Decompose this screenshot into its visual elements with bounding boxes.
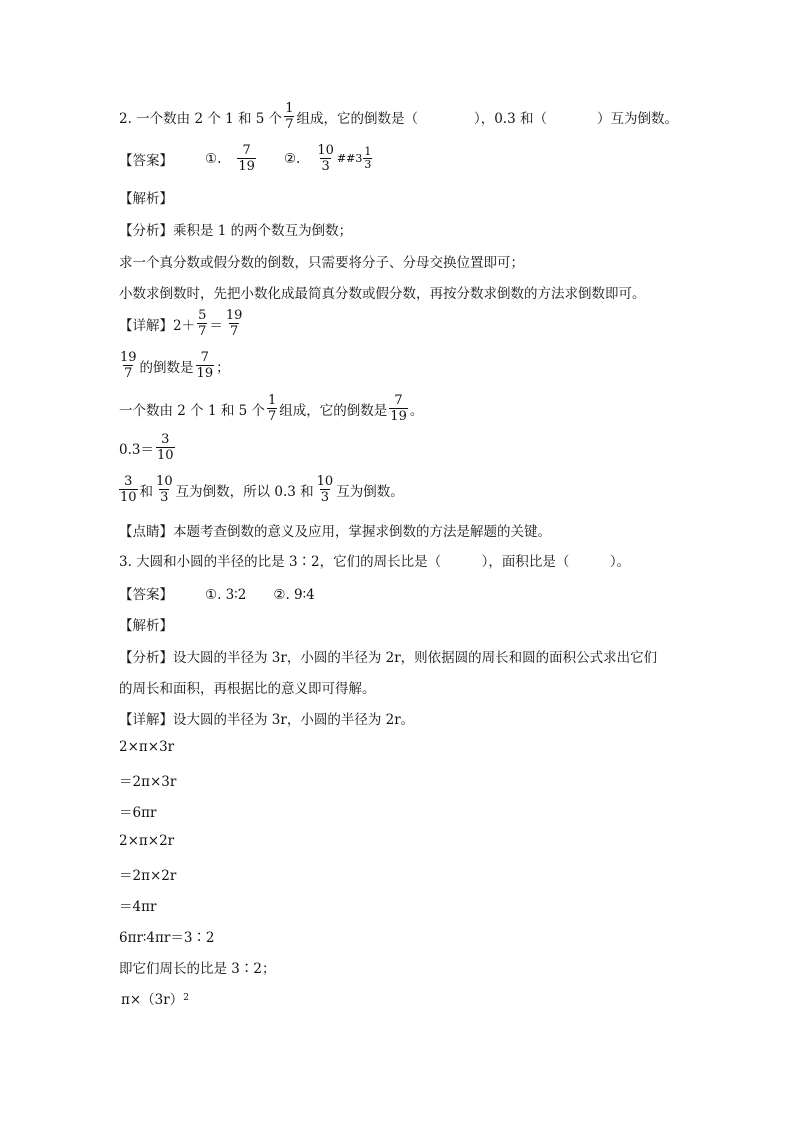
q3-answer [119, 583, 315, 603]
calc-line: ＝6πr [119, 805, 157, 821]
q3-stem: 3. 大圆和小圆的半径的比是 3∶2，它们的周长比是（ ），面积比是（ ）。 [119, 554, 631, 570]
calc-line: 即它们周长的比是 3∶2； [119, 961, 276, 977]
q3-fenxi-1: 【分析】设大圆的半径为 3r，小圆的半径为 2r，则依据圆的周长和圆的面积公式求出它们 [119, 650, 658, 666]
q3-last-line: π×（3r） 2 [121, 992, 189, 1008]
calc-line: 2×π×2r [119, 833, 175, 849]
q2-detail-2: 一个数由 2 个 1 和 5 个 $\frac{1}{7}$ 组成，它的倒数是 $\frac{7}{19}$ 。 [119, 393, 424, 424]
q2-dianjing: 【点睛】本题考查倒数的意义及应用，掌握求倒数的方法是解题的关键。 [119, 524, 551, 540]
q2-analysis-line-b: 小数求倒数时，先把小数化成最简真分数或假分数，再按分数求倒数的方法求倒数即可。 [119, 286, 646, 302]
answer-1-fraction: $\frac{7}{19}$ [238, 143, 255, 174]
answer-1-marker: ①. [205, 150, 222, 167]
xj-fraction-1: $\frac{5}{7}$ [198, 308, 207, 339]
q2-detail-4: $\frac{3}{10}$ 和 $\frac{10}{3}$ 互为倒数，所以 0.3 和 $\frac{10}{3}$ 互为倒数。 [120, 474, 404, 505]
q2-xiangjie: 【详解】2＋ $\frac{5}{7}$ ＝ $\frac{19}{7}$ [119, 308, 243, 339]
q2-fenxi: 【分析】乘积是 1 的两个数互为倒数； [119, 223, 353, 239]
q2-stem-fraction: $\frac{1}{7}$ [285, 101, 294, 132]
q2-answer [119, 143, 374, 174]
q2-analysis-line-a: 求一个真分数或假分数的倒数，只需要将分子、分母交换位置即可； [119, 255, 524, 271]
answer-2-fraction: $\frac{10}{3}$ [317, 143, 334, 174]
q2-stem-text-c: ），0.3 和（ [473, 110, 547, 127]
q2-stem-text-b: 组成，它的倒数是（ [296, 110, 418, 127]
q3-analysis-label: 【解析】 [119, 618, 173, 634]
calc-line: ＝2π×2r [119, 868, 177, 884]
exponent: 2 [183, 993, 189, 1003]
answer-2-marker: ②. [283, 150, 301, 167]
q2-stem [119, 101, 678, 132]
q2-analysis-label: 【解析】 [119, 191, 173, 207]
q2-detail-3: 0.3＝ $\frac{3}{10}$ [119, 432, 174, 463]
calc-line: ＝2π×3r [119, 774, 177, 790]
q2-detail-1: $\frac{19}{7}$ 的倒数是 $\frac{7}{19}$ ； [120, 350, 230, 381]
q3-fenxi-2: 的周长和面积，再根据比的意义即可得解。 [119, 681, 376, 697]
xj-fraction-2: $\frac{19}{7}$ [225, 308, 243, 339]
calc-line: 6πr∶4πr＝3∶2 [119, 930, 215, 946]
answer-separator: ## [336, 152, 356, 165]
calc-line: 2×π×3r [119, 739, 175, 755]
q3-answers: ①. 3∶2 ②. 9∶4 [205, 587, 315, 603]
answer-label: 【答案】 [119, 587, 173, 603]
q2-stem-text-a: 2. 一个数由 2 个 1 和 5 个 [119, 110, 283, 127]
q2-stem-text-d: ）互为倒数。 [596, 110, 678, 127]
answer-label: 【答案】 [119, 152, 173, 169]
answer-2-mixed-number: 3 $\frac{1}{3}$ [355, 145, 372, 171]
q3-xiangjie: 【详解】设大圆的半径为 3r，小圆的半径为 2r。 [119, 712, 415, 728]
calc-line: ＝4πr [119, 899, 157, 915]
